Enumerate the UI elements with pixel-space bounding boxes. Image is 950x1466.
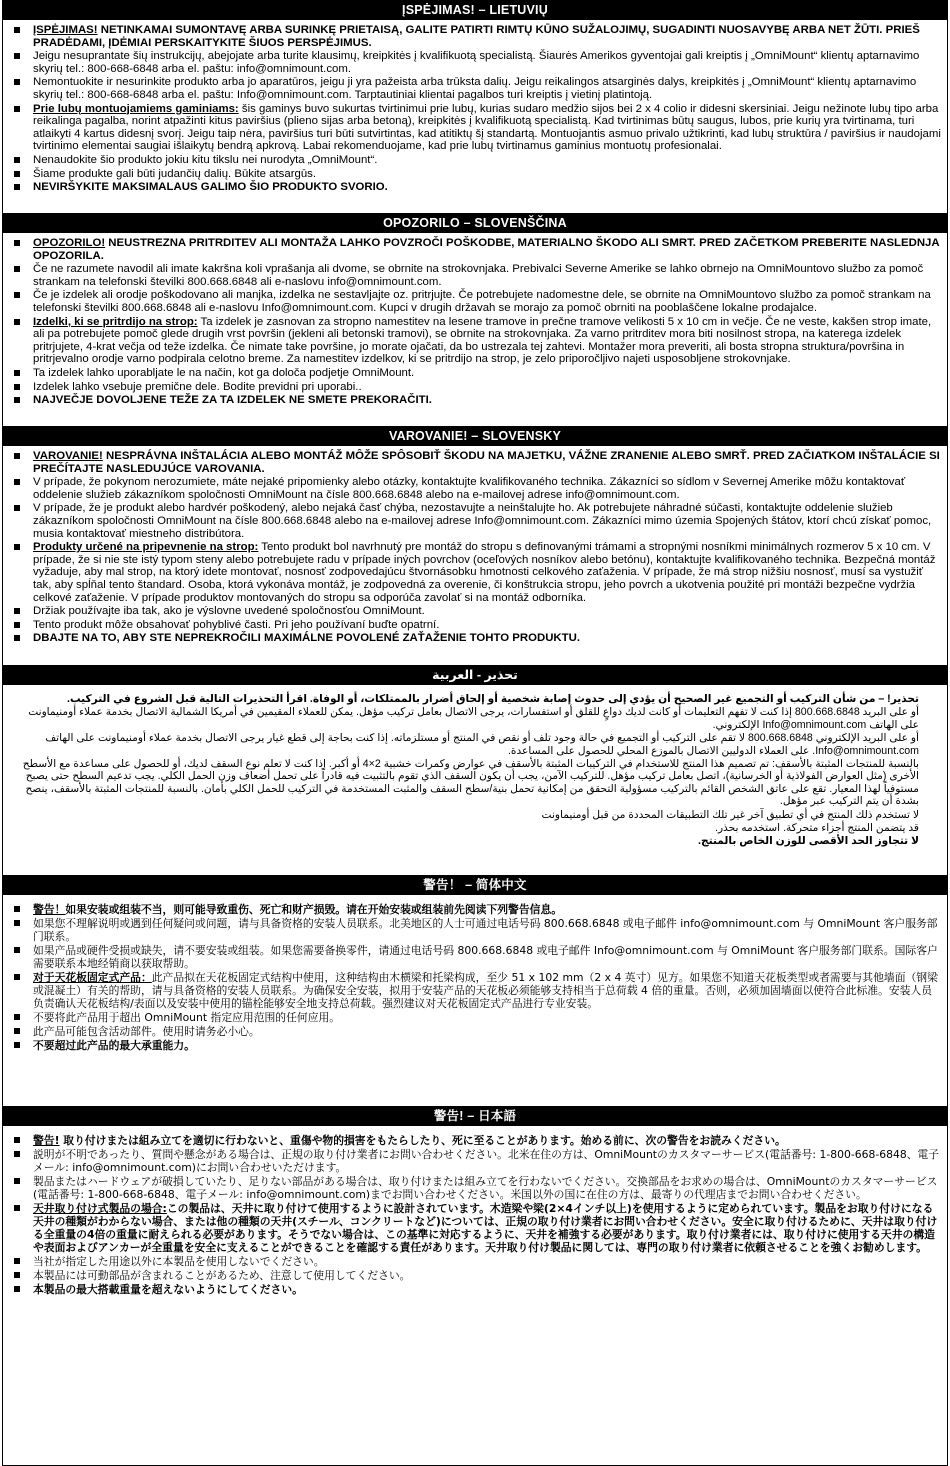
warning-list <box>7 450 941 645</box>
bullet-icon <box>14 544 20 550</box>
bullet-icon <box>14 608 20 614</box>
list-item: 对于天花板固定式产品：此产品拟在天花板固定式结构中使用，这种结构由木横梁和托梁构成，至少 51 x 102 mm（2 x 4 英寸）见方。如果您不知道天花板类型或者需要与其他墙面（钢梁或混凝土）有关的帮助，请与具备资格的安装人员联系。为确保安全安装，拟用于安装产品的天花板必须能够支持相当于总荷载 4 倍的重量。否则，必须加固墙面以使符合此标准。安装人员负责确认天花板结构/表面以及安装中使用的锚栓能够安全地支持总荷载。强烈建议对天花板固定式产品进行专业安装。 <box>7 971 941 1010</box>
list-item: Izdelki, ki se pritrdijo na strop: Ta izdelek je zasnovan za stropno namestitev na lesene tramove in prečne tramove velikosti 5 x 10 cm in večje. Če ne veste, kakšen strop imate, ali pa potrebujete pomoč glede drugih vrst površin (jekleni ali betonski tramovi), se obrnite na strokovnjaka. Za varno pritrditev mora biti nosilnost stropa, na katerega izdelek pritrjujete, 4-krat večja od teže izdelka. Če nimate take površine, jo morate ojačati, da bo ustrezala tej zahtevi. Montažer mora preveriti, ali bosta stropna struktura/površina in pritrjevalno orodje varno podpirala celotno breme. Za namestitev izdelkov, ki se pritrdijo na strop, je zelo priporočljivo najeti usposobljene strokovnjake. <box>7 316 941 366</box>
list-item: Ta izdelek lahko uporabljate le na način, kot ga določa podjetje OmniMount. <box>7 367 941 380</box>
list-item: DBAJTE NA TO, ABY STE NEPREKROČILI MAXIMÁLNE POVOLENÉ ZAŤAŽENIE TOHTO PRODUKTU. <box>7 632 941 645</box>
bullet-icon <box>14 1286 20 1292</box>
list-item: Produkty určené na pripevnenie na strop: Tento produkt bol navrhnutý pre montáž do stropu s definovanými trámami a stropnými nosníkmi minimálnych rozmerov 5 x 10 cm. V prípade, že si nie ste istý typom steny alebo potrebujete radu v prípade iných povrchov (oceľových nosníkov alebo betónu), kontaktujte kvalifikovaného technika. Bezpečná montáž vyžaduje, aby mal strop, na ktorý idete montovať, nosnosť zodpovedajúcu štvornásobku hmotnosti celkového zaťaženia. V prípade, že má strop nižšiu nosnosť, musí sa vystužiť tak, aby spĺňal tento štandard. Osoba, ktorá vykonáva montáž, je zodpovedná za overenie, či konštrukcia stropu, jeho povrch a ukotvenia použité pri montáži bezpečne vydržia celkové zaťaženie. V prípade produktov montovaných do stropu sa odporúča zavolať si na montáž odborníka. <box>7 541 941 604</box>
section-japanese <box>2 1126 948 1466</box>
list-item: لا تتجاوز الحد الأقصى للوزن الخاص بالمنتج. <box>698 835 919 848</box>
section-header-slovenian: OPOZORILO – SLOVENŠČINA <box>2 213 948 233</box>
warning-list <box>7 1134 941 1296</box>
list-item: NEVIRŠYKITE MAKSIMALAUS GALIMO ŠIO PRODUKTO SVORIO. <box>7 181 941 194</box>
list-item: 如果产品或硬件受损或缺失，请不要安装或组装。如果您需要备换零件，请通过电话号码 800.668.6848 或电子邮件 Info@omnimount.com 与 OmniMount 客户服务部门联系。国际客户需要联系本地经销商以获取帮助。 <box>7 944 941 970</box>
list-item: Šiame produkte gali būti judančių dalių. Būkite atsargūs. <box>7 168 941 181</box>
section-slovenian <box>2 233 948 426</box>
list-item: NAJVEČJE DOVOLJENE TEŽE ZA TA IZDELEK NE SMETE PREKORAČITI. <box>7 394 941 407</box>
bullet-icon <box>14 1178 20 1184</box>
list-item: 警告! 取り付けまたは組み立てを適切に行わないと、重傷や物的損害をもたらしたり、死に至ることがあります。始める前に、次の警告をお読みください。 <box>7 1134 941 1147</box>
list-item: OPOZORILO! NEUSTREZNA PRITRDITEV ALI MONTAŽA LAHKO POVZROČI POŠKODBE, MATERIALNO ŠKODO ALI SMRT. PRED ZAČETKOM PREBERITE NASLEDNJA OPOZORILA. <box>7 237 941 262</box>
section-header-japanese: 警告! – 日本語 <box>2 1106 948 1126</box>
section-header-arabic: تحذير - العربية <box>2 665 948 685</box>
bullet-icon <box>14 920 20 926</box>
bullet-icon <box>14 1028 20 1034</box>
warnings-page <box>2 0 948 1466</box>
list-item: ĮSPĖJIMAS! NETINKAMAI SUMONTAVĘ ARBA SURINKĘ PRIETAISĄ, GALITE PATIRTI RIMTŲ KŪNO SUŽALOJIMŲ, SUGADINTI NUOSAVYBĘ ARBA NET ŽŪTI. PRIEŠ PRADĖDAMI, ĮDĖMIAI PERSKAITYKITE ŠIUOS PERSPĖJIMUS. <box>7 24 941 49</box>
warning-list <box>7 903 941 1052</box>
bullet-icon <box>14 240 20 246</box>
list-item: VAROVANIE! NESPRÁVNA INŠTALÁCIA ALEBO MONTÁŽ MÔŽE SPÔSOBIŤ ŠKODU NA MAJETKU, VÁŽNE ZRANENIE ALEBO SMRŤ. PRED ZAČIATKOM INŠTALÁCIE SI PREČÍTAJTE NASLEDUJÚCE VAROVANIA. <box>7 450 941 475</box>
bullet-icon <box>14 1014 20 1020</box>
list-item: 説明が不明であったり、質問や懸念がある場合は、正規の取り付け業者にお問い合わせください。北米在住の方は、OmniMountのカスタマーサービス(電話番号: 1-800-668-6848、電子メール: info@omnimount.com)にお問い合わせいただけます。 <box>7 1148 941 1174</box>
bullet-icon <box>14 1205 20 1211</box>
bullet-icon <box>14 1042 20 1048</box>
list-item: Nenaudokite šio produkto jokiu kitu tikslu nei nurodyta „OmniMount“. <box>7 154 941 167</box>
list-item: 本製品には可動部品が含まれることがあるため、注意して使用してください。 <box>7 1269 941 1282</box>
list-item: 不要超过此产品的最大承重能力。 <box>7 1039 941 1052</box>
list-item: لا تستخدم ذلك المنتج في أي تطبيق آخر غير تلك التطبيقات المحددة من قبل أومنيماونت <box>541 808 919 821</box>
bullet-icon <box>14 622 20 628</box>
list-item: Če ne razumete navodil ali imate kakršna koli vprašanja ali dvome, se obrnite na strokovnjaka. Prebivalci Severne Amerike se lahko obrnejo na OmniMountovo službo za pomoč strankam na telefonski številki 800.668.6848 ali e-naslovu info@omnimount.com. <box>7 263 941 288</box>
bullet-icon <box>14 292 20 298</box>
section-header-lithuanian: ĮSPĖJIMAS! – LIETUVIŲ <box>2 0 948 20</box>
list-item: تحذير! – من شأن التركيب أو التجميع غير الصحيح أن يؤدي إلى حدوث إصابة شخصية أو إلحاق أضرار بالممتلكات، أو الوفاة. اقرأ التحذيرات التالية قبل الشروع في التركيب. <box>67 693 919 705</box>
section-lithuanian <box>2 20 948 213</box>
bullet-icon <box>14 1137 20 1143</box>
bullet-icon <box>14 1258 20 1264</box>
list-item: 製品またはハードウェアが破損していたり、足りない部品がある場合は、取り付けまたは組み立てを行わないでください。交換部品をお求めの場合は、OmniMountのカスタマーサービス(電話番号: 1-800-668-6848、電子メール: info@omnimount.com)までお問い合わせください。米国以外の国に在住の方は、最寄りの代理店までお問い合わせください。 <box>7 1175 941 1201</box>
bullet-icon <box>14 79 20 85</box>
section-slovak <box>2 446 948 665</box>
bullet-icon <box>14 266 20 272</box>
list-item: 如果您不理解说明或遇到任何疑问或问题，请与具备资格的安装人员联系。北美地区的人士可通过电话号码 800.668.6848 或电子邮件 info@omnimount.com 与 OmniMount 客户服务部门联系。 <box>7 917 941 943</box>
bullet-icon <box>14 906 20 912</box>
list-item: 警告！如果安装或组装不当，则可能导致重伤、死亡和财产损毁。请在开始安装或组装前先阅读下列警告信息。 <box>7 903 941 916</box>
list-item: أو على البريد الإلكتروني 800.668.6848 لا تقم على التركيب أو التجميع في حالة وجود تلف أو نقص في المنتج أو مستلزماته. إذا كنت بحاجة إلى قطع غيار يرجى الاتصال بخدمة عملاء أومنيماونت على الهاتف Info@omnimount.com. على العملاء الدوليين الاتصال بالموزع المحلي للحصول على المساعدة. <box>45 732 919 757</box>
list-item: Prie lubų montuojamiems gaminiams: šis gaminys buvo sukurtas tvirtinimui prie lubų, kurias sudaro medžio sijos bei 2 x 4 colio ir didesni skersiniai. Jeigu nežinote lubų tipo arba reikalinga pagalba, norint atpažinti kitus paviršius (plieno sijas arba betoną), kreipkitės į kvalifikuotą specialistą. Kad tvirtinimas būtų saugus, lubos, prie kurių yra tvirtinama, turi atlaikyti 4 kartus didesnį svorį. Jeigu taip nėra, paviršius turi būti sutvirtintas, kad atitiktų šį standartą. Montuojantis asmuo privalo užtikrinti, kad lubų struktūra / paviršius ir naudojami tvirtinimo elementai saugiai išlaikytų bendrą apkrovą. Labai rekomenduojame, kad prie lubų tvirtinamus gaminius montuotų profesionalai. <box>7 103 941 153</box>
list-item: V prípade, že je produkt alebo hardvér poškodený, alebo nejaká časť chýba, nezostavujte a neinštalujte ho. Ak potrebujete náhradné súčasti, kontaktujte oddelenie služieb zákazníkom spoločnosti OmniMount na čísle 800.668.6848 alebo na e-mailovej adrese Info@omnimount.com. Zákazníci mimo územia Spojených štátov, ktorí chcú získať pomoc, musia kontaktovať miestneho distribútora. <box>7 502 941 540</box>
warning-list <box>7 24 941 194</box>
bullet-icon <box>14 397 20 403</box>
list-item: 不要将此产品用于超出 OmniMount 指定应用范围的任何应用。 <box>7 1011 941 1024</box>
bullet-icon <box>14 106 20 112</box>
list-item: Držiak používajte iba tak, ako je výslovne uvedené spoločnosťou OmniMount. <box>7 605 941 618</box>
bullet-icon <box>14 1151 20 1157</box>
bullet-icon <box>14 370 20 376</box>
list-item: 天井取り付け式製品の場合:この製品は、天井に取り付けて使用するように設計されています。木造梁や梁(2×4インチ以上)を使用するように定められています。製品をお取り付けになる天井の種類がわからない場合、または他の種類の天井(スチール、コンクリートなど)については、正規の取り付け業者にお問い合わせください。安全に取り付けるために、天井は取り付ける全重量の4倍の重量に耐えられる必要があります。そうでない場合は、この基準に対応するように、天井を補強する必要があります。取り付け業者には、取り付けに使用する天井の構造や表面およびアンカーが全重量を安全に支えることができることを確認する責任があります。天井取り付け製品に関しては、専門の取り付け業者に依頼させることを強くお勧めします。 <box>7 1202 941 1254</box>
bullet-icon <box>14 53 20 59</box>
bullet-icon <box>14 974 20 980</box>
list-item: Nemontuokite ir nesurinkite produkto arba jo aparatūros, jeigu ji yra pažeista arba trūksta dalių. Jeigu reikalingos atsarginės dalys, kreipkitės į „OmniMount“ klientų aptarnavimo skyrių tel.: 800-668-6848 arba el. paštu: Info@omnimount.com. Tarptautiniai klientai pagalbos turi kreiptis į vietinį platintoją. <box>7 76 941 101</box>
warning-list <box>7 237 941 407</box>
bullet-icon <box>14 319 20 325</box>
bullet-icon <box>14 947 20 953</box>
bullet-icon <box>14 171 20 177</box>
list-item: V prípade, že pokynom nerozumiete, máte nejaké pripomienky alebo otázky, kontaktujte kvalifikovaného technika. Zákazníci so sídlom v Severnej Amerike môžu kontaktovať oddelenie služieb zákazníkom spoločnosti OmniMount na čísle 800.668.6848 alebo na e-mailovej adrese info@omnimount.com. <box>7 476 941 501</box>
bullet-icon <box>14 635 20 641</box>
bullet-icon <box>14 157 20 163</box>
list-item: قد يتضمن المنتج أجزاء متحركة. استخدمه بحذر. <box>715 822 919 835</box>
list-item: Če je izdelek ali orodje poškodovano ali manjka, izdelka ne sestavljajte oz. pritrjujte. Če potrebujete nadomestne dele, se obrnite na OmniMountovo službo za pomoč strankam na telefonski številki 800.668.6848 ali e-naslovu Info@omnimount.com. Kupci v drugih državah se morajo za pomoč obrniti na pooblaščene lokalne prodajalce. <box>7 289 941 314</box>
list-item: 当社が指定した用途以外に本製品を使用しないでください。 <box>7 1255 941 1268</box>
bullet-icon <box>14 1272 20 1278</box>
list-item: Jeigu nesuprantate šių instrukcijų, abejojate arba turite klausimų, kreipkitės į kvalifikuotą specialistą. Šiaurės Amerikos gyventojai gali kreiptis į „OmniMount“ klientų aptarnavimo skyrių tel.: 800-668-6848 arba el. paštu: info@omnimount.com. <box>7 50 941 75</box>
section-arabic <box>2 685 948 875</box>
bullet-icon <box>14 27 20 33</box>
list-item: أو على البريد 800.668.6848 إذا كنت لا تفهم التعليمات أو كانت لديك دواعٍ للقلق أو استفسارات، يرجى الاتصال بعامل تركيب مؤهل. يمكن للعملاء المقيمين في أمريكا الشمالية الاتصال بخدمة عملاء أومنيماونت على الهاتف Info@omnimount.com الإلكتروني. <box>28 706 919 731</box>
list-item: 此产品可能包含活动部件。使用时请务必小心。 <box>7 1025 941 1038</box>
list-item: Izdelek lahko vsebuje premične dele. Bodite previdni pri uporabi.. <box>7 381 941 394</box>
list-item: 本製品の最大搭載重量を超えないようにしてください。 <box>7 1283 941 1296</box>
section-header-slovak: VAROVANIE! – SLOVENSKY <box>2 426 948 446</box>
list-item: Tento produkt môže obsahovať pohyblivé časti. Pri jeho používaní buďte opatrní. <box>7 619 941 632</box>
warning-list <box>7 693 941 848</box>
bullet-icon <box>14 184 20 190</box>
bullet-icon <box>14 479 20 485</box>
bullet-icon <box>14 505 20 511</box>
list-item: بالنسبة للمنتجات المثبتة بالأسقف: تم تصميم هذا المنتج للاستخدام في التركيبات المثبتة بالأسقف في عوارض وكمرات خشبية 2×4 أو أكبر. إذا كنت لا تعلم نوع السقف لديك، أو للحصول على مساعدة مع الأسطح الأخرى (مثل العوارض الفولاذية أو الخرسانية)، اتصل بعامل تركيب مؤهل. للتركيب الآمن، يجب أن يكون السقف الذي تقوم بالتثبيت فيه قادراً على تحمل أضعاف وزن الحمل الكلي. يجب تدعيم السطح حتى يصبح مستوفياً لهذا المعيار. تقع على عاتق الشخص القائم بالتركيب مسؤولية التحقق من إمكانية تحمل بنية/سطح السقف والمثبت المستخدمة في التركيب للحمل الكلي بأمان. بالنسبة للمنتجات المثبتة بالأسقف، ينصح بشدة أن يتم التركيب عبر مؤهل. <box>22 758 919 808</box>
bullet-icon <box>14 384 20 390</box>
section-header-chinese: 警告！ – 简体中文 <box>2 875 948 895</box>
bullet-icon <box>14 453 20 459</box>
section-chinese <box>2 895 948 1106</box>
